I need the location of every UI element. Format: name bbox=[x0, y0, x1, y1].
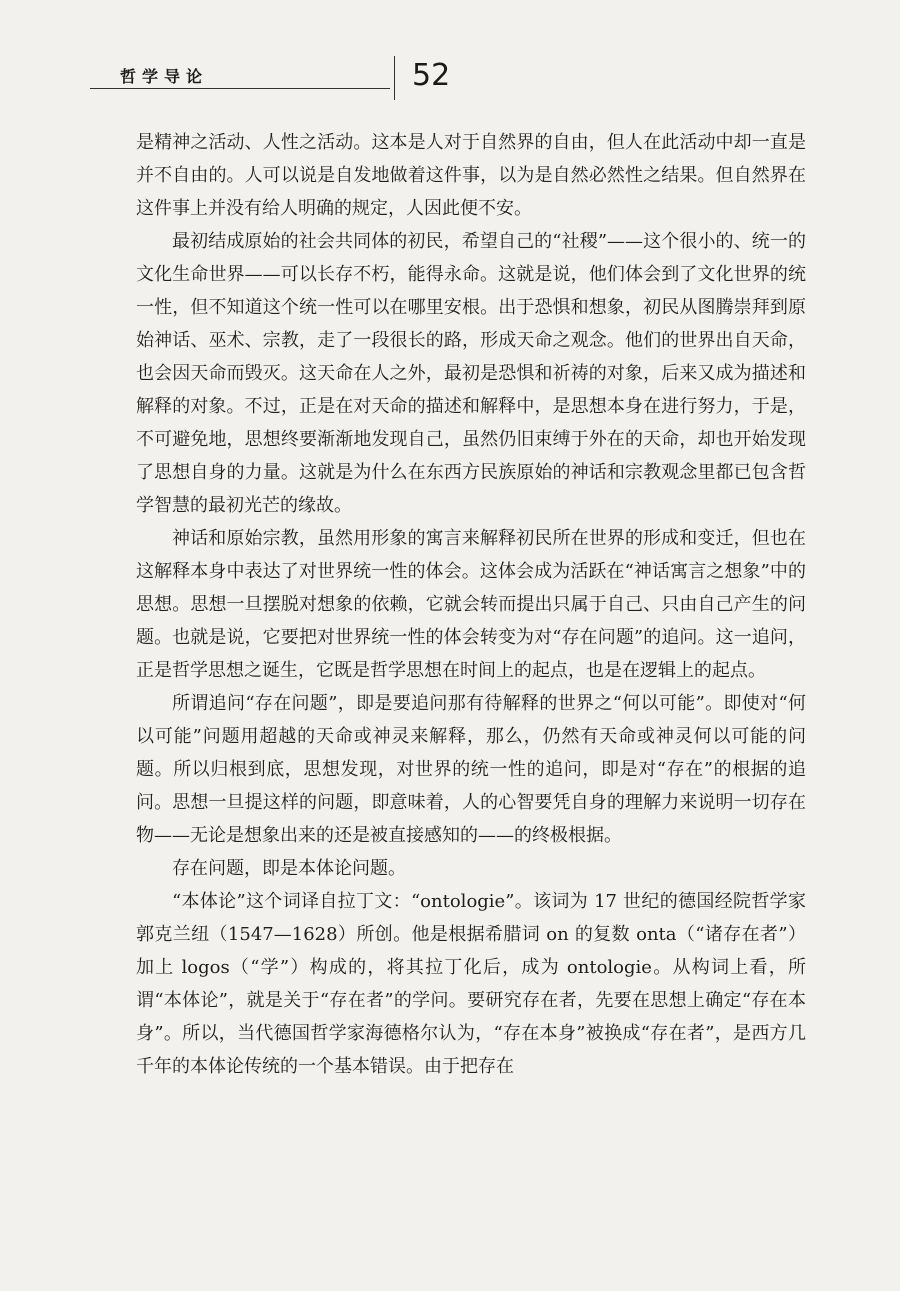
page-number: 52 bbox=[412, 58, 451, 93]
body-text bbox=[136, 126, 806, 1083]
running-header bbox=[90, 56, 850, 108]
paragraph: 存在问题，即是本体论问题。 bbox=[172, 858, 406, 879]
header-rule bbox=[90, 88, 390, 89]
paragraph: 神话和原始宗教，虽然用形象的寓言来解释初民所在世界的形成和变迁，但也在这解释本身中表达了对世界统一性的体会。这体会成为活跃在“神话寓言之想象”中的思想。思想一旦摆脱对想象的依赖，它就会转而提出只属于自己、只由自己产生的问题。也就是说，它要把对世界统一性的体会转变为对“存在问题”的追问。这一追问，正是哲学思想之诞生，它既是哲学思想在时间上的起点，也是在逻辑上的起点。 bbox=[136, 528, 806, 681]
paragraph: 最初结成原始的社会共同体的初民，希望自己的“社稷”——这个很小的、统一的文化生命世界——可以长存不朽，能得永命。这就是说，他们体会到了文化世界的统一性，但不知道这个统一性可以在哪里安根。出于恐惧和想象，初民从图腾崇拜到原始神话、巫术、宗教，走了一段很长的路，形成天命之观念。他们的世界出自天命，也会因天命而毁灭。这天命在人之外，最初是恐惧和祈祷的对象，后来又成为描述和解释的对象。不过，正是在对天命的描述和解释中，是思想本身在进行努力，于是，不可避免地，思想终要渐渐地发现自己，虽然仍旧束缚于外在的天命，却也开始发现了思想自身的力量。这就是为什么在东西方民族原始的神话和宗教观念里都已包含哲学智慧的最初光芒的缘故。 bbox=[136, 231, 806, 516]
paragraph-continued: 是精神之活动、人性之活动。这本是人对于自然界的自由，但人在此活动中却一直是并不自由的。人可以说是自发地做着这件事，以为是自然必然性之结果。但自然界在这件事上并没有给人明确的规定，人因此便不安。 bbox=[136, 132, 806, 219]
paragraph: 所谓追问“存在问题”，即是要追问那有待解释的世界之“何以可能”。即使对“何以可能”问题用超越的天命或神灵来解释，那么，仍然有天命或神灵何以可能的问题。所以归根到底，思想发现，对世界的统一性的追问，即是对“存在”的根据的追问。思想一旦提这样的问题，即意味着，人的心智要凭自身的理解力来说明一切存在物——无论是想象出来的还是被直接感知的——的终极根据。 bbox=[136, 693, 806, 846]
header-divider bbox=[394, 56, 395, 100]
running-title: 哲学导论 bbox=[120, 67, 209, 86]
paragraph: “本体论”这个词译自拉丁文：“ontologie”。该词为 17 世纪的德国经院哲学家郭克兰纽（1547—1628）所创。他是根据希腊词 on 的复数 onta（“诸存在者”）加上 logos（“学”）构成的，将其拉丁化后，成为 ontologie。从构词上看，所谓“本体论”，就是关于“存在者”的学问。要研究存在者，先要在思想上确定“存在本身”。所以，当代德国哲学家海德格尔认为，“存在本身”被换成“存在者”，是西方几千年的本体论传统的一个基本错误。由于把存在 bbox=[136, 891, 806, 1077]
